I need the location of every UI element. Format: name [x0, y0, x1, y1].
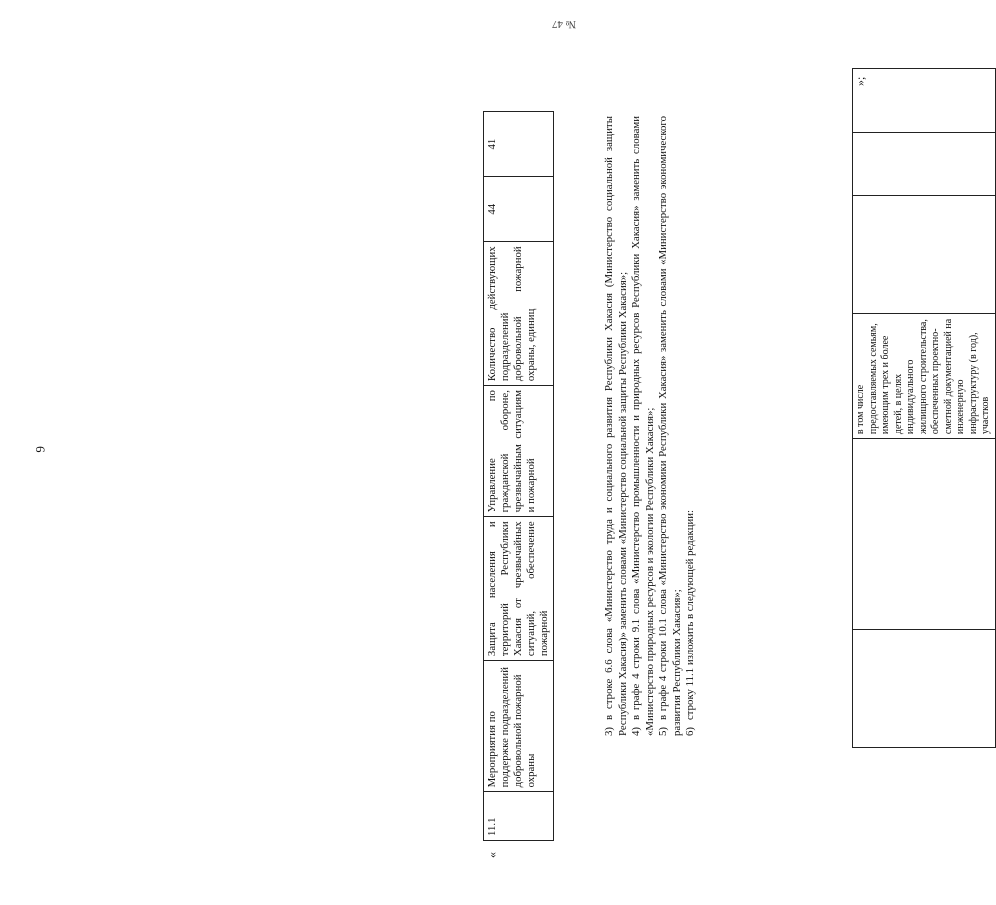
empty-cell	[853, 132, 996, 196]
list-item: 5)в графе 4 строки 10.1 слова «Министерство экономики Республики Хакасия» заменить словами «Министерство экономического развития Республики Хакасия»;	[657, 116, 683, 736]
rotated-content	[475, 66, 991, 866]
list-item: 6)строку 11.1 изложить в следующей редакции:	[684, 509, 696, 736]
document-number: № 47	[552, 18, 577, 30]
empty-cell	[853, 196, 996, 314]
goal-cell: Защита населения и территорий Республики Хакасия от чрезвычайных ситуаций, обеспечение пожарной	[484, 517, 554, 661]
indicator-cell: Количество действующих подразделений добровольной пожарной охраны, единиц	[484, 242, 554, 386]
amendment-list	[603, 116, 698, 736]
text-cell: в том числе предоставляемых семьям, имеющим трех и более детей, в целях индивидуального жилищного строительства, обеспеченных проектно-сметной документацией на инженерную инфраструктуру (в год), участков	[853, 314, 996, 439]
open-quote: «	[485, 852, 499, 858]
page-number: 6	[33, 446, 48, 453]
table-row	[853, 69, 996, 748]
list-item: 4)в графе 4 строки 9.1 слова «Министерство промышленности и природных ресурсов Республики Хакасия» заменить словами «Министерство природных ресурсов и экологии Республики Хакасия»;	[630, 116, 656, 736]
list-item: 3)в строке 6.6 слова «Министерство труда и социального развития Республики Хакасия (Министерство социальной защиты Республики Хакасия)» заменить словами «Министерство социальной защиты Республики Хакасия»;	[603, 116, 629, 736]
responsible-cell: Управление по гражданской обороне, чрезвычайным ситуациям и пожарной	[484, 386, 554, 517]
new-row-table	[483, 111, 554, 841]
activity-cell: Мероприятия по поддержке подразделений добровольной пожарной охраны	[484, 661, 554, 792]
previous-table	[852, 68, 996, 748]
value-cell-2: 41	[484, 112, 554, 177]
value-cell-1: 44	[484, 177, 554, 242]
row-number: 11.1	[484, 792, 554, 841]
closing-quote: »;	[853, 76, 867, 86]
table-row	[484, 112, 554, 841]
empty-cell	[853, 69, 996, 133]
empty-cell	[853, 629, 996, 747]
empty-cell	[853, 439, 996, 630]
